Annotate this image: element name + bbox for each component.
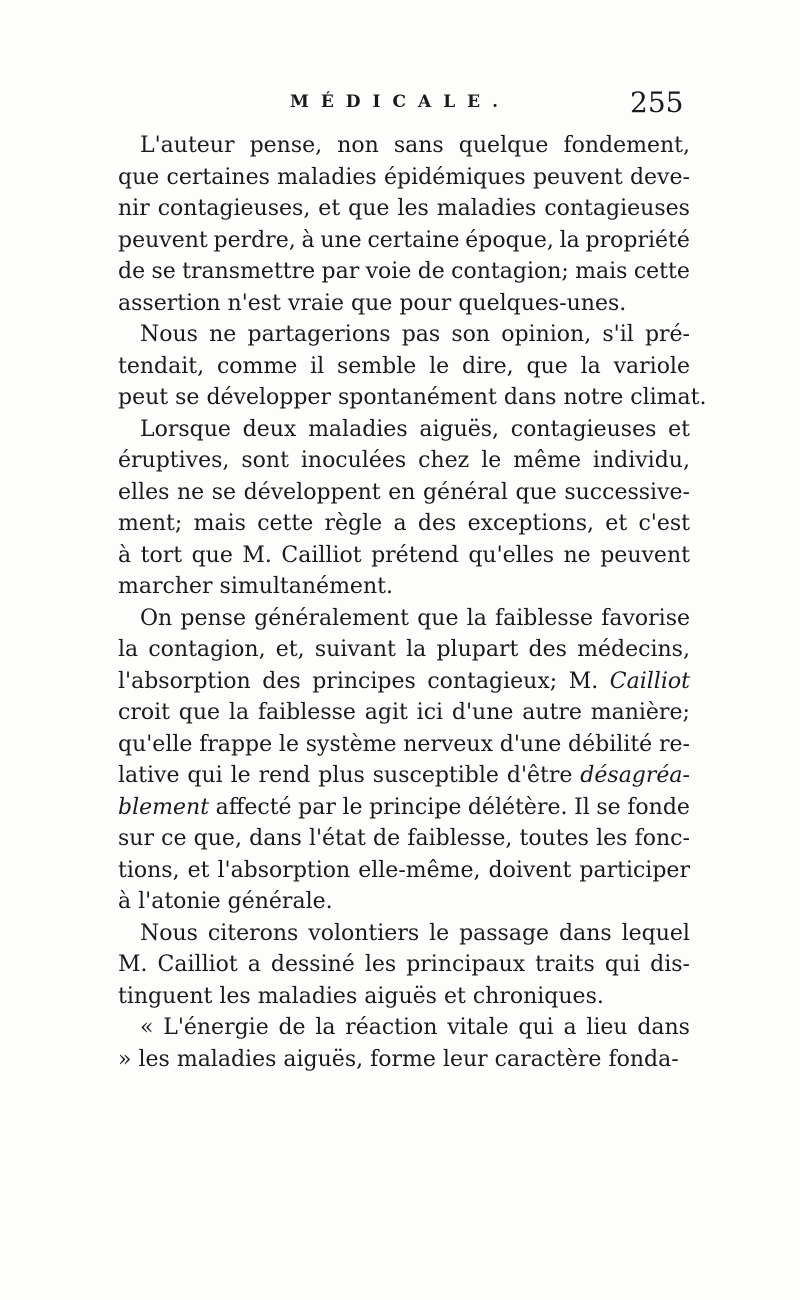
text-line: marcher simultanément. — [118, 574, 393, 599]
text-line: peuvent perdre, à une certaine époque, la propriété — [118, 227, 690, 253]
text-line: éruptives, sont inoculées chez le même individu, — [118, 448, 690, 473]
text-line: Nous ne partagerions pas son opinion, s'il pré- — [140, 322, 690, 347]
page-number: 255 — [630, 86, 684, 119]
text-line: l'absorption des principes contagieux; M. Cailliot — [118, 668, 690, 694]
text-line: peut se développer spontanément dans notre climat. — [118, 385, 707, 410]
text-line: qu'elle frappe le système nerveux d'une débilité re- — [118, 731, 690, 757]
text-line: On pense généralement que la faiblesse favorise — [140, 605, 690, 631]
text-line: à l'atonie générale. — [118, 889, 333, 914]
text-line: de se transmettre par voie de contagion; mais cette — [118, 259, 690, 284]
text-line: « L'énergie de la réaction vitale qui a lieu dans — [140, 1015, 690, 1040]
text-line: tendait, comme il semble le dire, que la variole — [118, 353, 690, 379]
text-line: croit que la faiblesse agit ici d'une autre manière; — [118, 700, 690, 725]
text-line: à tort que M. Cailliot prétend qu'elles ne peuvent — [118, 542, 690, 568]
text-line: nir contagieuses, et que les maladies contagieuses — [118, 196, 690, 221]
text-line: tions, et l'absorption elle-même, doivent participer — [118, 857, 690, 883]
text-line: tinguent les maladies aiguës et chroniques. — [118, 983, 604, 1009]
running-head: MÉDICALE. — [290, 92, 511, 112]
body-text — [118, 130, 707, 1075]
text-line: blement affecté par le principe délétère. Il se fonde — [118, 794, 690, 820]
text-line: L'auteur pense, non sans quelque fondement, — [140, 133, 690, 158]
text-line: Nous citerons volontiers le passage dans lequel — [140, 920, 690, 946]
text-line: » les maladies aiguës, forme leur caractère fonda- — [118, 1046, 679, 1072]
text-line: sur ce que, dans l'état de faiblesse, toutes les fonc- — [118, 826, 690, 851]
text-line: que certaines maladies épidémiques peuvent deve- — [118, 164, 690, 190]
text-line: lative qui le rend plus susceptible d'être désagréa- — [118, 763, 690, 788]
text-line: M. Cailliot a dessiné les principaux traits qui dis- — [118, 952, 690, 977]
text-line: la contagion, et, suivant la plupart des médecins, — [118, 637, 690, 662]
text-line: Lorsque deux maladies aiguës, contagieuses et — [140, 416, 690, 442]
text-line: elles ne se développent en général que successive- — [118, 479, 690, 505]
text-line: assertion n'est vraie que pour quelques-unes. — [118, 290, 627, 316]
text-line: ment; mais cette règle a des exceptions, et c'est — [118, 511, 690, 536]
